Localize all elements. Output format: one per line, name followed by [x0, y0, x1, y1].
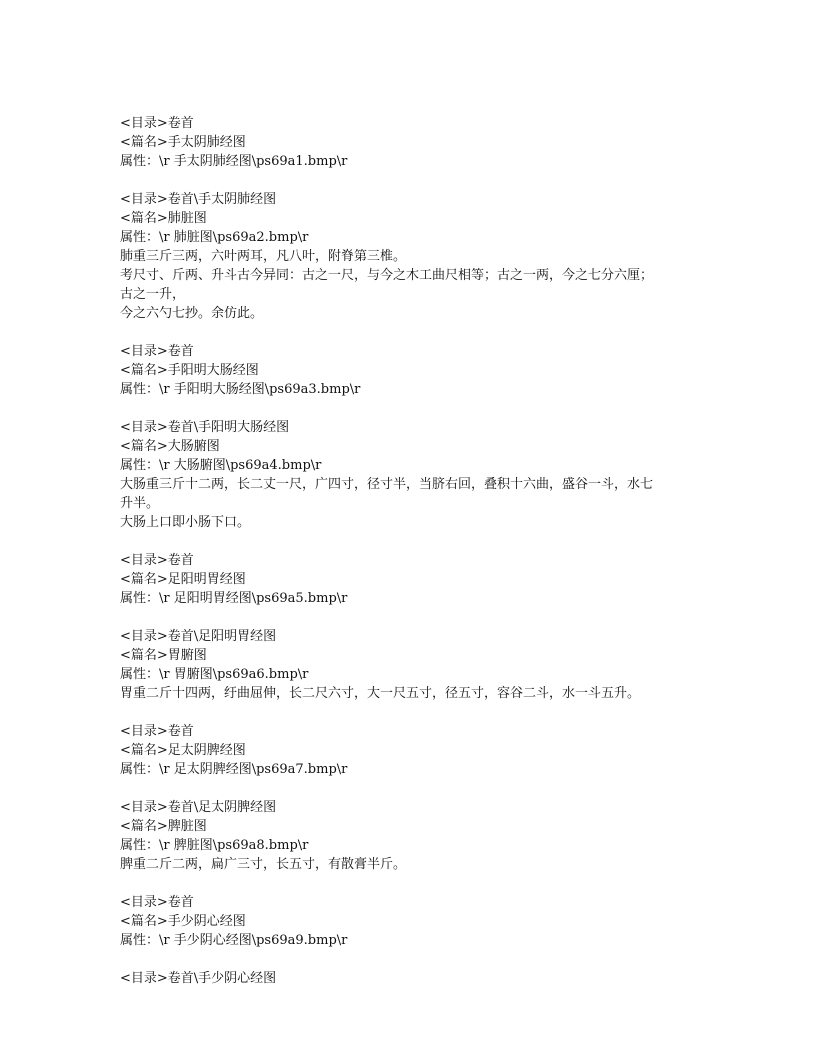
entry-3: [120, 342, 720, 399]
attribute-line: 属性：\r 手少阴心经图\ps69a9.bmp\r: [120, 933, 348, 948]
entry-7: [120, 722, 720, 779]
chapter-title-line: <篇名>胃腑图: [120, 648, 207, 663]
catalog-line: <目录>卷首: [120, 895, 194, 910]
attribute-line: 属性：\r 足阳明胃经图\ps69a5.bmp\r: [120, 591, 348, 606]
catalog-line: <目录>卷首: [120, 724, 194, 739]
chapter-title-line: <篇名>手太阴肺经图: [120, 135, 246, 150]
chapter-title-line: <篇名>足太阴脾经图: [120, 743, 246, 758]
chapter-title-line: <篇名>大肠腑图: [120, 439, 220, 454]
attribute-line: 属性：\r 肺脏图\ps69a2.bmp\r: [120, 230, 309, 245]
attribute-line: 属性：\r 足太阴脾经图\ps69a7.bmp\r: [120, 762, 348, 777]
body-text-line: 肺重三斤三两，六叶两耳，凡八叶，附脊第三椎。: [120, 249, 407, 264]
document-page: [120, 114, 720, 1007]
catalog-line: <目录>卷首: [120, 116, 194, 131]
attribute-line: 属性：\r 大肠腑图\ps69a4.bmp\r: [120, 458, 322, 473]
entry-2: [120, 190, 720, 323]
entry-8: [120, 798, 720, 874]
chapter-title-line: <篇名>肺脏图: [120, 211, 207, 226]
chapter-title-line: <篇名>手阳明大肠经图: [120, 363, 259, 378]
body-text-line: 升半。: [120, 496, 160, 511]
body-text-line: 脾重二斤二两，扁广三寸，长五寸，有散膏半斤。: [120, 857, 407, 872]
attribute-line: 属性：\r 手太阴肺经图\ps69a1.bmp\r: [120, 154, 348, 169]
body-text-line: 考尺寸、斤两、升斗古今异同：古之一尺，与今之木工曲尺相等；古之一两，今之七分六厘；: [120, 268, 654, 283]
entry-5: [120, 551, 720, 608]
catalog-line: <目录>卷首\足阳明胃经图: [120, 629, 277, 644]
entry-9: [120, 893, 720, 950]
body-text-line: 古之一升，: [120, 287, 186, 302]
catalog-line: <目录>卷首\手太阴肺经图: [120, 192, 277, 207]
catalog-line: <目录>卷首: [120, 344, 194, 359]
chapter-title-line: <篇名>脾脏图: [120, 819, 207, 834]
chapter-title-line: <篇名>足阳明胃经图: [120, 572, 246, 587]
entry-10: [120, 969, 720, 988]
entry-1: [120, 114, 720, 171]
attribute-line: 属性：\r 手阳明大肠经图\ps69a3.bmp\r: [120, 382, 361, 397]
chapter-title-line: <篇名>手少阴心经图: [120, 914, 246, 929]
body-text-line: 大肠重三斤十二两，长二丈一尺，广四寸，径寸半，当脐右回，叠积十六曲，盛谷一斗，水七: [120, 477, 654, 492]
attribute-line: 属性：\r 脾脏图\ps69a8.bmp\r: [120, 838, 309, 853]
entry-6: [120, 627, 720, 703]
catalog-line: <目录>卷首\手阳明大肠经图: [120, 420, 290, 435]
catalog-line: <目录>卷首: [120, 553, 194, 568]
body-text-line: 今之六勺七抄。余仿此。: [120, 306, 264, 321]
attribute-line: 属性：\r 胃腑图\ps69a6.bmp\r: [120, 667, 309, 682]
catalog-line: <目录>卷首\手少阴心经图: [120, 971, 277, 986]
catalog-line: <目录>卷首\足太阴脾经图: [120, 800, 277, 815]
body-text-line: 胃重二斤十四两，纡曲屈伸，长二尺六寸，大一尺五寸，径五寸，容谷二斗，水一斗五升。: [120, 686, 641, 701]
entry-4: [120, 418, 720, 532]
body-text-line: 大肠上口即小肠下口。: [120, 515, 251, 530]
